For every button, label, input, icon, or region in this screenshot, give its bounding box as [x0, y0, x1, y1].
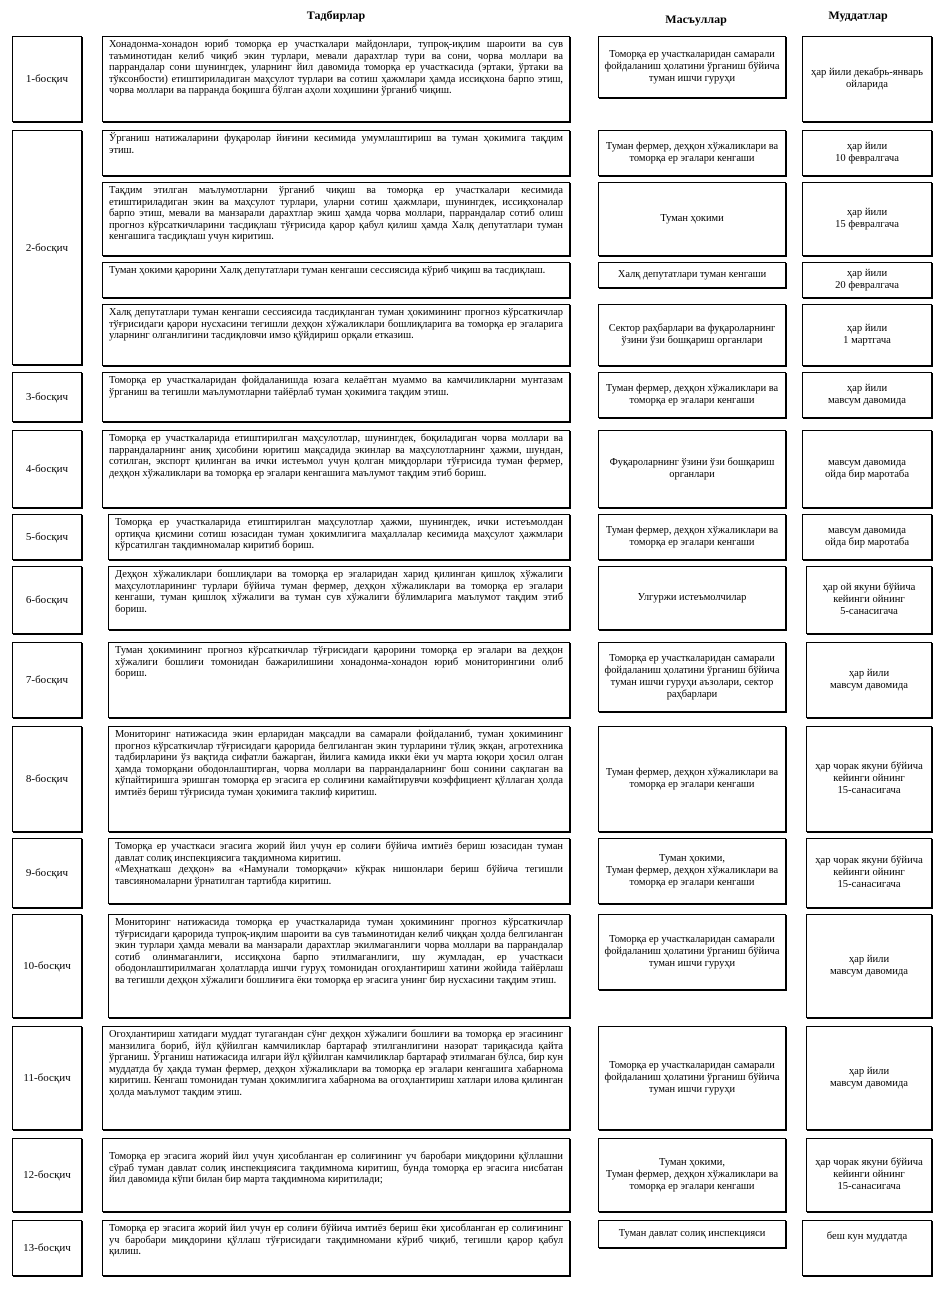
stage-label: 10-босқич [12, 914, 82, 1018]
stage-label: 1-босқич [12, 36, 82, 122]
measure-text: Томорқа ер эгасига жорий йил учун ҳисобланган ер солиғининг уч баробари миқдорини қўллашни сўраб туман давлат солиқ инспекциясига тақдимнома киритиш, бунда томорқа ер эгасига нисбатан йил давомида кўпи билан бир марта тақдимнома киритилади; [102, 1138, 570, 1212]
measure-text: Томорқа ер участкаси эгасига жорий йил учун ер солиғи бўйича имтиёз бериш юзасидан туман давлат солиқ инспекциясига тақдимнома киритиш. «Меҳнаткаш деҳқон» ва «Намунали томорқачи» кўкрак нишонлари бериш бўйича тегишли тавсияномаларни ўрнатилган тартибда киритиш. [108, 838, 570, 904]
stage-label: 8-босқич [12, 726, 82, 832]
deadline-text: ҳар йили мавсум давомида [806, 642, 932, 718]
responsible-text: Томорқа ер участкаларидан самарали фойдаланиш ҳолатини ўрганиш бўйича туман ишчи гуруҳи аъзолари, сектор раҳбарлари [598, 642, 786, 712]
stage-label: 5-босқич [12, 514, 82, 560]
deadline-text: ҳар йили 20 февралгача [802, 262, 932, 298]
measure-text: Туман ҳокимининг прогноз кўрсаткичлар тўғрисидаги қарорини томорқа ер эгалари ва деҳқон хўжалиги бошлиғи томонидан бажарилишини хонадонма-хонадон юриб мониторингини олиб бориш. [108, 642, 570, 718]
responsible-text: Туман фермер, деҳқон хўжаликлари ва томорқа ер эгалари кенгаши [598, 726, 786, 832]
measure-text: Деҳқон хўжаликлари бошлиқлари ва томорқа ер эгаларидан харид қилинган қишлоқ хўжалиги маҳсулотларининг турлари бўйича туман фермер, деҳқон хўжаликлари ва томорқа ер эгалари кенгаши, туман қишлоқ хўжалиги ва туман сув хўжалиги бўлимларига маълумот тақдим этиб бориш. [108, 566, 570, 630]
deadline-text: мавсум давомида ойда бир маротаба [802, 430, 932, 508]
responsible-text: Улгуржи истеъмолчилар [598, 566, 786, 630]
deadline-text: ҳар чорак якуни бўйича кейинги ойнинг 15-санасигача [806, 726, 932, 832]
deadline-text: ҳар йили мавсум давомида [806, 1026, 932, 1130]
deadline-text: ҳар ой якуни бўйича кейинги ойнинг 5-санасигача [806, 566, 932, 634]
stage-label: 9-босқич [12, 838, 82, 908]
stage-label: 11-босқич [12, 1026, 82, 1130]
measure-text: Ўрганиш натижаларини фуқаролар йиғини кесимида умумлаштириш ва туман ҳокимига тақдим этиш. [102, 130, 570, 176]
responsible-text: Томорқа ер участкаларидан самарали фойдаланиш ҳолатини ўрганиш бўйича туман ишчи гуруҳи [598, 914, 786, 990]
responsible-text: Туман давлат солиқ инспекцияси [598, 1220, 786, 1248]
responsible-text: Туман фермер, деҳқон хўжаликлари ва томорқа ер эгалари кенгаши [598, 514, 786, 560]
measure-text: Томорқа ер участкаларида етиштирилган маҳсулотлар, шунингдек, боқиладиган чорва моллари ва паррандаларнинг аниқ ҳисобини юритиш мақсадида экинлар ва маҳсулотларнинг ҳажми, шундан, сотилган, экспорт қилинган ва ички истеъмол учун қолган миқдорлари тўғрисида туман фермер, деҳқон хўжаликлари ва томорқа ер эгалари кенгашига маълумот тақдим этиб бориш. [102, 430, 570, 508]
header-responsible: Масъуллар [665, 12, 727, 26]
responsible-text: Сектор раҳбарлари ва фуқароларнинг ўзини ўзи бошқариш органлари [598, 304, 786, 366]
stage-label: 12-босқич [12, 1138, 82, 1212]
stage-label: 4-босқич [12, 430, 82, 508]
stage-label: 6-босқич [12, 566, 82, 634]
responsible-text: Туман ҳокими, Туман фермер, деҳқон хўжаликлари ва томорқа ер эгалари кенгаши [598, 1138, 786, 1212]
header-deadlines: Муддатлар [828, 8, 888, 22]
deadline-text: ҳар йили мавсум давомида [802, 372, 932, 418]
measure-text: Хонадонма-хонадон юриб томорқа ер участкалари майдонлари, тупроқ-иқлим шароити ва сув таъминотидан келиб чиқиб экин турлари, мевали дарахтлар тури ва сони, чорва моллари ва паррандалар сони шунингдек, уларнинг йил давомида томорқа ер участкасида (эртаки, ўртаки ва тўксонбости) етиштириладиган маҳсулот турлари ва сотиш ҳажмлари ҳамда иссиқхона барпо этиш, чорва моллари ва парранда боқишга бўлган аҳоли хоҳишини ўрганиб чиқиш. [102, 36, 570, 122]
responsible-text: Халқ депутатлари туман кенгаши [598, 262, 786, 288]
responsible-text: Фуқароларнинг ўзини ўзи бошқариш органлари [598, 430, 786, 508]
measure-text: Томорқа ер участкаларида етиштирилган маҳсулотлар ҳажми, шунингдек, ички истеъмолдан ортиқча қисмини сотиш юзасидан туман ҳокимлигига маҳаллалар кесимида маҳсулот ҳажмлари кўрсатилган тақдимномалар киритиб бориш. [108, 514, 570, 560]
stage-label: 7-босқич [12, 642, 82, 718]
responsible-text: Туман фермер, деҳқон хўжаликлари ва томорқа ер эгалари кенгаши [598, 372, 786, 418]
header-measures: Тадбирлар [306, 8, 366, 22]
stage-label: 2-босқич [12, 130, 82, 365]
measure-text: Мониторинг натижасида экин ерларидан мақсадли ва самарали фойдаланиб, туман ҳокимининг прогноз кўрсаткичлар тўғрисидаги қарорида белгиланган экин турларини тўлиқ экқан, агротехника тадбирларини ўз вақтида сифатли бажарган, йилига камида икки ёки уч марта юқори ҳосил олган ҳамда томорқани ободонлаштирган, чорва моллари ва паррандаларнинг бош сонини сақлаган ва кўпайтиришга эришган томорқа ер эгасига ер солиғини камайтирувчи коэффициент қўллаган ҳолда имтиёз бериш тўғрисида туман ҳокимига таклиф киритиш. [108, 726, 570, 832]
responsible-text: Томорқа ер участкаларидан самарали фойдаланиш ҳолатини ўрганиш бўйича туман ишчи гуруҳи [598, 1026, 786, 1130]
deadline-text: ҳар чорак якуни бўйича кейинги ойнинг 15-санасигача [806, 1138, 932, 1212]
deadline-text: ҳар йили 1 мартгача [802, 304, 932, 366]
responsible-text: Томорқа ер участкаларидан самарали фойдаланиш ҳолатини ўрганиш бўйича туман ишчи гуруҳи [598, 36, 786, 98]
deadline-text: ҳар йили 15 февралгача [802, 182, 932, 256]
measure-text: Тақдим этилган маълумотларни ўрганиб чиқиш ва томорқа ер участкалари кесимида етиштириладиган экин ва маҳсулот турлари, уларни сотиш ҳажмлари, шунингдек, иссиқхоналар барпо этиш, мевали ва манзарали дарахтлар экиш ҳамда чорва моллари, паррандалар сотиб олиш прогноз кўрсаткичларини тасдиқлаш тўғрисида қарор қабул қилиш ҳамда Халқ депутатлари туман кенгашига тасдиқлаш учун киритиш. [102, 182, 570, 256]
deadline-text: ҳар йили 10 февралгача [802, 130, 932, 176]
deadline-text: ҳар чорак якуни бўйича кейинги ойнинг 15-санасигача [806, 838, 932, 908]
measure-text: Томорқа ер участкаларидан фойдаланишда юзага келаётган муаммо ва камчиликларни мунтазам ўрганиш ва тегишли маълумотларни тайёрлаб туман ҳокимига тақдим этиш. [102, 372, 570, 422]
deadline-text: беш кун муддатда [802, 1220, 932, 1276]
measure-text: Огоҳлантириш хатидаги муддат тугагандан сўнг деҳқон хўжалиги бошлиғи ва томорқа ер эгасининг манзилига бориб, йўл қўйилган камчиликлар бартараф этилганлигини назорат тариқасида қайта ўрганиш. Ўрганиш натижасида илгари йўл қўйилган камчиликлар бартараф этилмаган бўлса, бир кун муддатда бу ҳақда туман фермер, деҳқон хўжаликлари ва томорқа ер эгалари кенгашига хабарнома киритиш. Кенгаш томонидан туман ҳокимлигига хабарнома ва огоҳлантириш хатлари илова қилинган ҳолда маълумот тақдим этиш. [102, 1026, 570, 1130]
responsible-text: Туман ҳокими [598, 182, 786, 256]
deadline-text: мавсум давомида ойда бир маротаба [802, 514, 932, 560]
stage-label: 13-босқич [12, 1220, 82, 1276]
responsible-text: Туман ҳокими, Туман фермер, деҳқон хўжаликлари ва томорқа ер эгалари кенгаши [598, 838, 786, 904]
measure-text: Халқ депутатлари туман кенгаши сессиясида тасдиқланган туман ҳокимининг прогноз кўрсаткичлар тўғрисидаги қарори нусхасини тегишли деҳқон хўжаликлари бошлиқларига ва томорқа ер эгаларига уларнинг олганлигини тасдиқловчи имзо қўйдириш орқали етказиш. [102, 304, 570, 366]
measure-text: Томорқа ер эгасига жорий йил учун ер солиғи бўйича имтиёз бериш ёки ҳисобланган ер солиғининг уч баробари миқдорини қўллаш тўғрисидаги тақдимномани кўриб чиқиб, тегишли қарор қабул қилиш. [102, 1220, 570, 1276]
stage-label: 3-босқич [12, 372, 82, 422]
responsible-text: Туман фермер, деҳқон хўжаликлари ва томорқа ер эгалари кенгаши [598, 130, 786, 176]
deadline-text: ҳар йили декабрь-январь ойларида [802, 36, 932, 122]
measure-text: Туман ҳокими қарорини Халқ депутатлари туман кенгаши сессиясида кўриб чиқиш ва тасдиқлаш. [102, 262, 570, 298]
measure-text: Мониторинг натижасида томорқа ер участкаларида туман ҳокимининг прогноз кўрсаткичлар тўғрисидаги қарорида тупроқ-иқлим шароити ва сув таъминотидан келиб чиққан ҳолда белгиланган экин турлари ҳамда мевали ва манзарали дарахтлар экилмаганлиги чорва моллари ва паррандалар сотиб олинмаганлиги, иссиқхона барпо этилмаганлиги, шу жумладан, ер участкаси ободонлаштирилмаган ҳолатларда ишчи гуруҳ томонидан огоҳлантириш хатини жойида тайёрлаш ва тегишли деҳқон хўжалиги бошлиғига ёки томорқа ер эгасига унинг бир нусхасини тақдим этиш. [108, 914, 570, 1018]
deadline-text: ҳар йили мавсум давомида [806, 914, 932, 1018]
